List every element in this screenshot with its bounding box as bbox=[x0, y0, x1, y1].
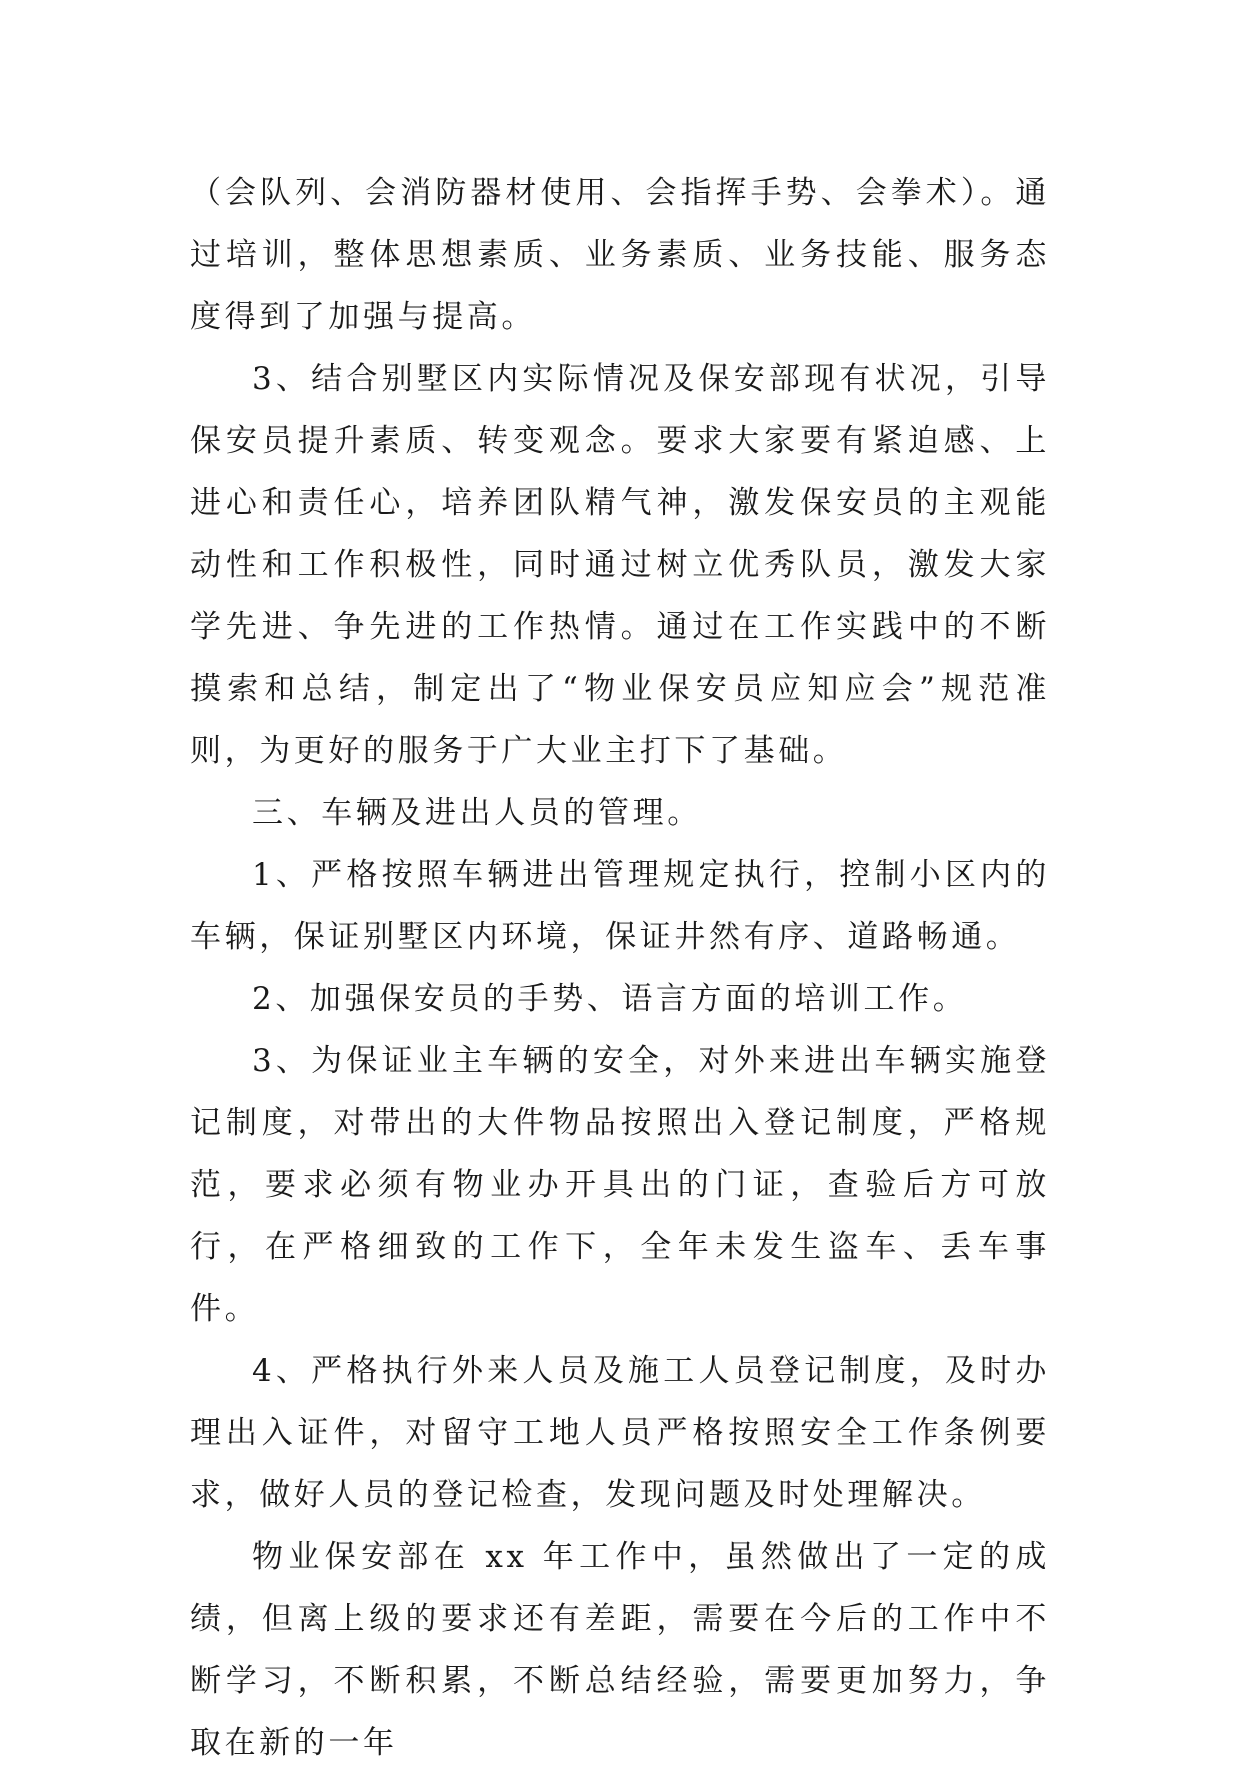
paragraph-item-3-vehicle-registration: 3、为保证业主车辆的安全，对外来进出车辆实施登记制度，对带出的大件物品按照出入登记制度，严格规范，要求必须有物业办开具出的门证，查验后方可放行，在严格细致的工作下，全年未发生盗车、丢车事件。 bbox=[190, 1043, 1050, 1327]
paragraph-summary: 物业保安部在 xx 年工作中，虽然做出了一定的成绩，但离上级的要求还有差距，需要在今后的工作中不断学习，不断积累，不断总结经验，需要更加努力，争取在新的一年 bbox=[190, 1539, 1050, 1761]
paragraph-item-1-vehicle-rules: 1、严格按照车辆进出管理规定执行，控制小区内的车辆，保证别墅区内环境，保证井然有序、道路畅通。 bbox=[190, 857, 1050, 955]
paragraph-continuation: （会队列、会消防器材使用、会指挥手势、会拳术）。通过培训，整体思想素质、业务素质、业务技能、服务态度得到了加强与提高。 bbox=[190, 175, 1050, 335]
section-heading-vehicle-management: 三、车辆及进出人员的管理。 bbox=[252, 795, 702, 831]
paragraph-item-3-guidance: 3、结合别墅区内实际情况及保安部现有状况，引导保安员提升素质、转变观念。要求大家要有紧迫感、上进心和责任心，培养团队精气神，激发保安员的主观能动性和工作积极性，同时通过树立优秀队员，激发大家学先进、争先进的工作热情。通过在工作实践中的不断摸索和总结，制定出了“物业保安员应知应会”规范准则，为更好的服务于广大业主打下了基础。 bbox=[190, 361, 1050, 769]
paragraph-item-2-training: 2、加强保安员的手势、语言方面的培训工作。 bbox=[252, 981, 968, 1017]
paragraph-item-4-visitor-registration: 4、严格执行外来人员及施工人员登记制度，及时办理出入证件，对留守工地人员严格按照安全工作条例要求，做好人员的登记检查，发现问题及时处理解决。 bbox=[190, 1353, 1050, 1513]
document-body bbox=[190, 162, 1050, 1774]
